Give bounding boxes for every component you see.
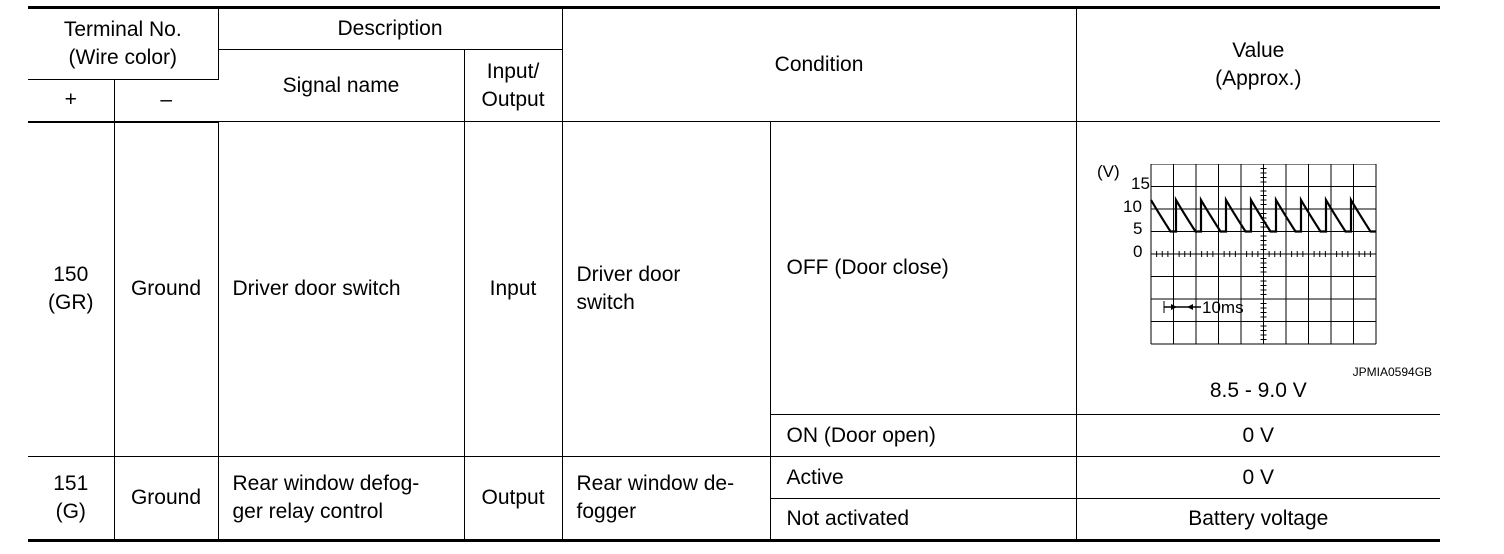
header-minus: – (114, 80, 218, 122)
header-value (1076, 8, 1440, 122)
condition-item (562, 457, 770, 541)
io-type: Input (464, 122, 562, 457)
osc-ytick-0: 0 (1132, 242, 1142, 261)
header-signal-name: Signal name (218, 50, 464, 122)
condition-state: Active (770, 457, 1076, 499)
condition-state: OFF (Door close) (770, 122, 1076, 415)
header-value-label: Value (1232, 39, 1285, 62)
terminal-cell (28, 122, 114, 457)
header-plus: + (28, 80, 114, 122)
header-terminal-no: Terminal No. (63, 18, 182, 41)
oscilloscope-graph (1097, 164, 1377, 354)
condition-state: Not activated (770, 499, 1076, 541)
terminal-table (28, 6, 1440, 542)
osc-ytick-15: 15 (1130, 174, 1150, 193)
value-text: 0 V (1076, 415, 1440, 457)
condition-state: ON (Door open) (770, 415, 1076, 457)
terminal-table-container (28, 6, 1440, 542)
terminal-cell (28, 457, 114, 541)
table-row (28, 457, 1440, 499)
header-condition: Condition (562, 8, 1076, 122)
header-io-line1: Input/ (486, 59, 540, 83)
signal-name (218, 457, 464, 541)
header-description: Description (218, 8, 562, 50)
osc-ytick-5: 5 (1132, 219, 1142, 238)
terminal-number: 151 (53, 472, 89, 495)
value-cell (1076, 122, 1440, 415)
oscilloscope-figure (1077, 122, 1441, 414)
minus-terminal: Ground (114, 122, 218, 457)
signal-name-line2: ger relay control (232, 500, 384, 523)
minus-terminal: Ground (114, 457, 218, 541)
header-value-approx: (Approx.) (1215, 67, 1302, 90)
osc-grid (1151, 164, 1376, 344)
header-terminal (28, 8, 218, 80)
header-input-output (464, 50, 562, 122)
signal-name-line1: Rear window defog- (232, 472, 420, 495)
table-row (28, 122, 1440, 415)
condition-line2: fogger (576, 500, 637, 523)
terminal-number: 150 (53, 263, 89, 287)
io-type: Output (464, 457, 562, 541)
value-text: 8.5 - 9.0 V (1209, 379, 1307, 402)
osc-time-label: 10ms (1201, 298, 1244, 317)
wire-color: (GR) (48, 291, 94, 315)
osc-ytick-10: 10 (1122, 197, 1142, 216)
header-wire-color: (Wire color) (68, 46, 177, 69)
osc-unit: (V) (1096, 164, 1120, 181)
value-text: 0 V (1076, 457, 1440, 499)
condition-line2: switch (576, 291, 635, 314)
header-io-line2: Output (481, 87, 545, 111)
signal-name: Driver door switch (218, 122, 464, 457)
condition-line1: Rear window de- (576, 472, 735, 495)
osc-time-marker (1164, 301, 1201, 313)
condition-line1: Driver door (576, 263, 681, 286)
wire-color: (G) (55, 500, 86, 523)
value-text: Battery voltage (1076, 499, 1440, 541)
figure-id: JPMIA0594GB (1352, 365, 1433, 379)
condition-item (562, 122, 770, 457)
